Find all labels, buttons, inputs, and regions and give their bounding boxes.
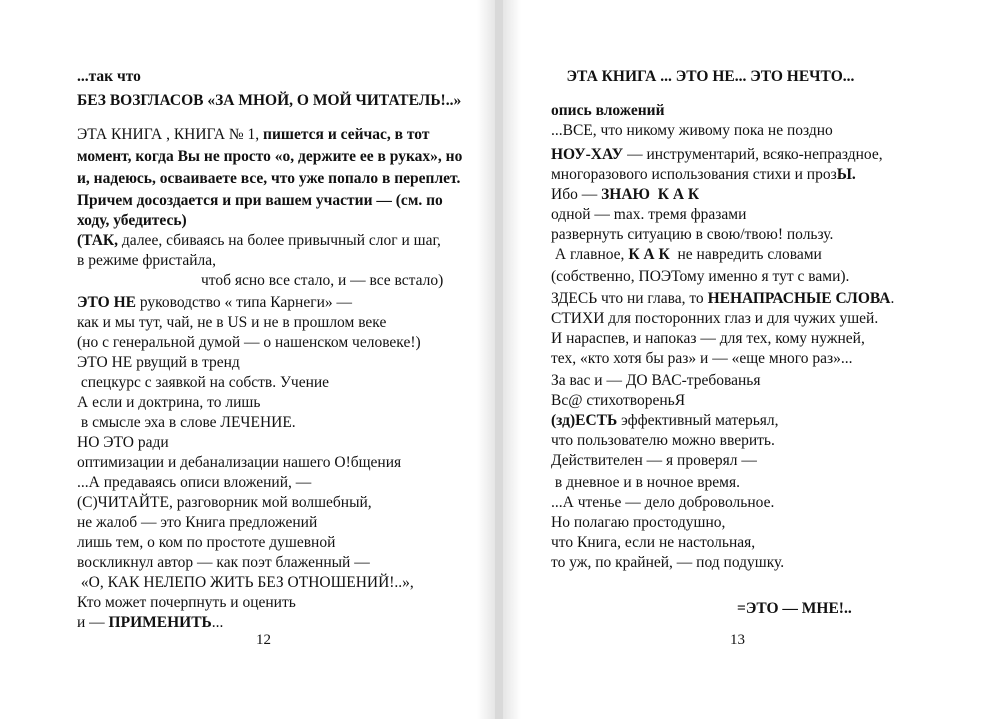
text-run: (но с генеральной думой — о нашенском человеке!) xyxy=(77,334,421,351)
text-line xyxy=(77,533,335,553)
text-run: НЕНАПРАСНЫЕ СЛОВА xyxy=(707,290,891,307)
text-run: Но полагаю простодушно, xyxy=(551,514,726,531)
text-run: в режиме фристайла, xyxy=(77,252,216,269)
text-line xyxy=(551,431,775,451)
page-number: 12 xyxy=(256,632,271,648)
text-run: чтоб ясно все стало, и — все встало) xyxy=(77,272,444,289)
text-line xyxy=(77,169,460,189)
text-line xyxy=(77,147,462,167)
text-line xyxy=(77,573,414,593)
text-line xyxy=(77,125,429,145)
text-line xyxy=(77,231,441,251)
text-line xyxy=(551,391,685,411)
text-run: воскликнул автор — как поэт блаженный — xyxy=(77,554,370,571)
text-line xyxy=(77,293,352,313)
text-run: =ЭТО — МНЕ!.. xyxy=(551,600,852,617)
text-line xyxy=(77,553,370,573)
text-line xyxy=(551,245,822,265)
text-line xyxy=(551,329,865,349)
text-run: ходу, убедитесь) xyxy=(77,212,187,229)
text-run: НОУ-ХАУ xyxy=(551,146,628,163)
text-run: ...А чтенье — дело добровольное. xyxy=(551,494,775,511)
text-line xyxy=(551,493,774,513)
text-line xyxy=(551,473,740,493)
text-run: спецкурс с заявкой на собств. Учение xyxy=(77,374,330,391)
text-run: далее, сбиваясь на более привычный слог и шаг, xyxy=(121,232,441,249)
text-run: Кто может почерпнуть и оценить xyxy=(77,594,296,611)
gutter-shadow xyxy=(503,0,521,719)
text-line xyxy=(551,101,665,121)
text-run: и — xyxy=(77,614,109,631)
text-line xyxy=(77,91,461,111)
text-run: Ибо — xyxy=(551,186,602,203)
text-run: как и мы тут, чай, не в US и не в прошлом веке xyxy=(77,314,387,331)
text-run: Вс@ стихотвореньЯ xyxy=(551,392,686,409)
text-run: не жалоб — это Книга предложений xyxy=(77,514,318,531)
text-line xyxy=(551,553,784,573)
text-line xyxy=(551,67,854,87)
text-run: И нараспев, и напоказ — для тех, кому нужней, xyxy=(551,330,865,347)
text-run: (С)ЧИТАЙТЕ, разговорник мой волшебный, xyxy=(77,494,372,511)
text-run: Ы. xyxy=(836,166,856,183)
text-run: Действителен — я проверял — xyxy=(551,452,757,469)
text-run: НО ЭТО ради xyxy=(77,434,169,451)
text-run: эффективный матерьял, xyxy=(621,412,779,429)
text-run: опись вложений xyxy=(551,102,665,119)
text-line xyxy=(551,599,852,619)
text-run: ЗНАЮ К А К xyxy=(601,186,700,203)
text-line xyxy=(77,251,216,271)
text-line xyxy=(551,309,878,329)
text-run: что Книга, если не настольная, xyxy=(551,534,756,551)
text-run: . xyxy=(890,290,895,307)
text-run: в смысле эха в слове ЛЕЧЕНИЕ. xyxy=(77,414,296,431)
text-run: (собственно, ПОЭТому именно я тут с вами). xyxy=(551,268,850,285)
text-line xyxy=(77,613,223,633)
text-run: не навредить словами xyxy=(669,246,822,263)
text-line xyxy=(77,191,443,211)
text-line xyxy=(77,453,401,473)
text-line xyxy=(551,451,757,471)
text-run: ...А предаваясь описи вложений, — xyxy=(77,474,312,491)
text-line xyxy=(551,225,833,245)
text-run: ЭТО НЕ рвущий в тренд xyxy=(77,354,240,371)
text-line xyxy=(77,333,421,353)
text-run: СТИХИ для посторонних глаз и для чужих ушей. xyxy=(551,310,879,327)
text-line xyxy=(551,165,856,185)
text-run: ЗДЕСЬ что ни глава, то xyxy=(551,290,708,307)
text-run: За вас и — ДО ВАС-требованья xyxy=(551,372,761,389)
text-run: что пользователю можно вверить. xyxy=(551,432,775,449)
text-line xyxy=(551,205,746,225)
text-line xyxy=(77,513,317,533)
text-run: ПРИМЕНИТЬ xyxy=(108,614,212,631)
text-run: (ТАК, xyxy=(77,232,122,249)
text-run: то уж, по крайней, — под подушку. xyxy=(551,554,785,571)
text-run: ...так что xyxy=(77,68,141,85)
text-line xyxy=(551,145,883,165)
text-run: Причем досоздается и при вашем участии — (см. по xyxy=(77,192,443,209)
text-run: «О, КАК НЕЛЕПО ЖИТЬ БЕЗ ОТНОШЕНИЙ!..», xyxy=(77,574,414,591)
text-line xyxy=(77,433,169,453)
text-line xyxy=(551,513,725,533)
text-run: К А К xyxy=(628,246,670,263)
left-page xyxy=(0,0,495,719)
text-line xyxy=(77,271,443,291)
text-line xyxy=(551,533,755,553)
right-page xyxy=(503,0,1000,719)
text-run: БЕЗ ВОЗГЛАСОВ «ЗА МНОЙ, О МОЙ ЧИТАТЕЛЬ!..» xyxy=(77,92,462,109)
text-line xyxy=(77,313,386,333)
text-run: и, надеюсь, осваиваете все, что уже попало в переплет. xyxy=(77,170,461,187)
text-line xyxy=(77,211,187,231)
text-run: ЭТА КНИГА , КНИГА № 1, xyxy=(77,126,264,143)
text-run: многоразового использования стихи и проз xyxy=(551,166,837,183)
text-run: — инструментарий, всяко-непраздное, xyxy=(627,146,883,163)
text-line xyxy=(77,473,311,493)
text-run: оптимизации и дебанализации нашего О!бщения xyxy=(77,454,402,471)
text-line xyxy=(551,121,833,141)
text-line xyxy=(551,349,853,369)
text-run: момент, когда Вы не просто «о, держите ее в руках», но xyxy=(77,148,463,165)
text-run: ...ВСЕ, что никому живому пока не поздно xyxy=(551,122,833,139)
text-line xyxy=(551,289,894,309)
text-line xyxy=(551,411,779,431)
text-run: лишь тем, о ком по простоте душевной xyxy=(77,534,336,551)
text-line xyxy=(77,493,372,513)
text-line xyxy=(77,413,296,433)
text-line xyxy=(551,185,699,205)
text-run: (зд)ЕСТЬ xyxy=(551,412,622,429)
text-run: тех, «кто хотя бы раз» и — «еще много раз»... xyxy=(551,350,853,367)
page-number: 13 xyxy=(730,632,745,648)
text-line xyxy=(551,267,849,287)
text-line xyxy=(77,393,260,413)
text-run: одной — max. тремя фразами xyxy=(551,206,747,223)
text-line xyxy=(551,371,760,391)
text-line xyxy=(77,353,240,373)
text-run: в дневное и в ночное время. xyxy=(551,474,740,491)
text-line xyxy=(77,593,296,613)
text-run: развернуть ситуацию в свою/твою! пользу. xyxy=(551,226,834,243)
gutter-shadow xyxy=(477,0,495,719)
text-run: ЭТО НЕ xyxy=(77,294,140,311)
text-line xyxy=(77,373,329,393)
text-run: А главное, xyxy=(551,246,629,263)
text-run: ... xyxy=(211,614,224,631)
text-line xyxy=(77,67,141,87)
text-run: А если и доктрина, то лишь xyxy=(77,394,261,411)
text-run: ЭТА КНИГА ... ЭТО НЕ... ЭТО НЕЧТО... xyxy=(551,68,855,85)
text-run: пишется и сейчас, в тот xyxy=(263,126,430,143)
text-run: руководство « типа Карнеги» — xyxy=(139,294,353,311)
